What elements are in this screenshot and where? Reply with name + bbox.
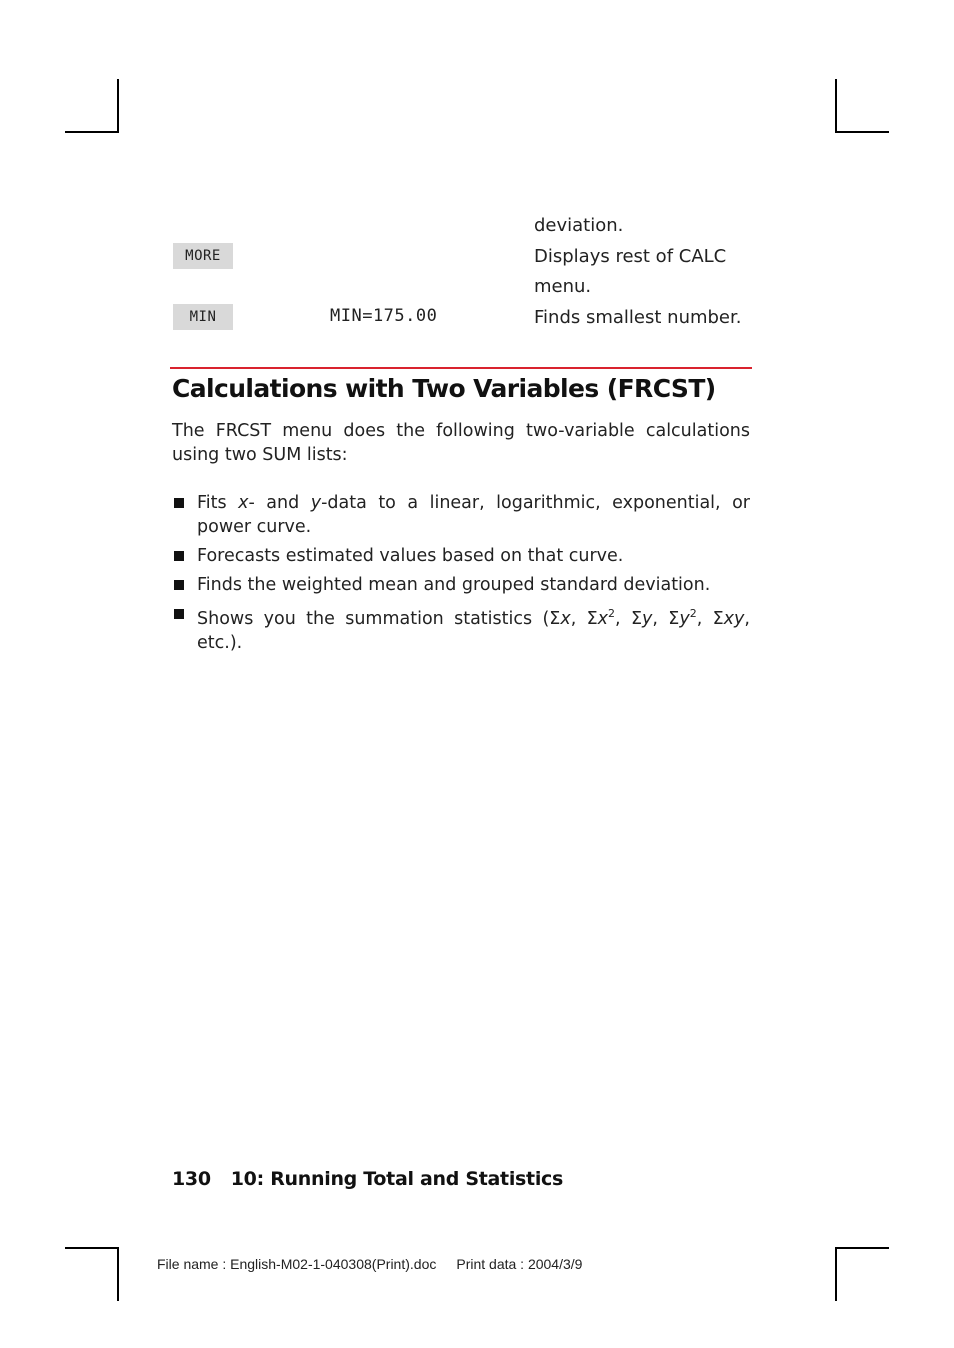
list-item: Forecasts estimated values based on that curve. bbox=[172, 544, 750, 568]
intro-paragraph: The FRCST menu does the following two-variable calculations using two SUM lists: bbox=[172, 421, 750, 465]
crop-mark-top-left-vertical bbox=[117, 79, 119, 133]
list-item: Fits x- and y-data to a linear, logarithmic, exponential, or power curve. bbox=[172, 491, 750, 539]
crop-mark-bottom-left-horizontal bbox=[65, 1247, 119, 1249]
list-item: Shows you the summation statistics (Σx, $\Sigma x^2$, Σy, $\Sigma y^2$, Σxy, etc.). bbox=[172, 602, 750, 655]
crop-mark-bottom-right-vertical bbox=[835, 1247, 837, 1301]
bullet-list bbox=[172, 491, 750, 655]
section-rule bbox=[170, 367, 752, 369]
file-info bbox=[157, 1256, 582, 1272]
square-bullet-icon bbox=[174, 609, 184, 619]
crop-mark-top-left-horizontal bbox=[65, 131, 119, 133]
crop-mark-top-right-vertical bbox=[835, 79, 837, 133]
file-name: File name : English-M02-1-040308(Print).doc bbox=[157, 1256, 437, 1272]
crop-mark-bottom-right-horizontal bbox=[835, 1247, 889, 1249]
table-row-description: menu. bbox=[534, 276, 592, 297]
square-bullet-icon bbox=[174, 580, 184, 590]
table-row-description: Finds smallest number. bbox=[534, 307, 742, 328]
min-menu-key: MIN bbox=[173, 304, 233, 330]
crop-mark-top-right-horizontal bbox=[835, 131, 889, 133]
page-number: 130 bbox=[172, 1168, 211, 1190]
page-footer bbox=[172, 1168, 563, 1190]
table-row-description: deviation. bbox=[534, 215, 624, 236]
square-bullet-icon bbox=[174, 551, 184, 561]
more-menu-key: MORE bbox=[173, 243, 233, 269]
chapter-title: 10: Running Total and Statistics bbox=[230, 1168, 564, 1190]
section-heading: Calculations with Two Variables (FRCST) bbox=[172, 374, 716, 403]
list-item: Finds the weighted mean and grouped standard deviation. bbox=[172, 573, 750, 597]
calculator-display-readout: MIN=175.00 bbox=[330, 306, 438, 326]
print-date: Print data : 2004/3/9 bbox=[456, 1256, 583, 1272]
crop-mark-bottom-left-vertical bbox=[117, 1247, 119, 1301]
square-bullet-icon bbox=[174, 498, 184, 508]
table-row-description: Displays rest of CALC bbox=[534, 246, 727, 267]
